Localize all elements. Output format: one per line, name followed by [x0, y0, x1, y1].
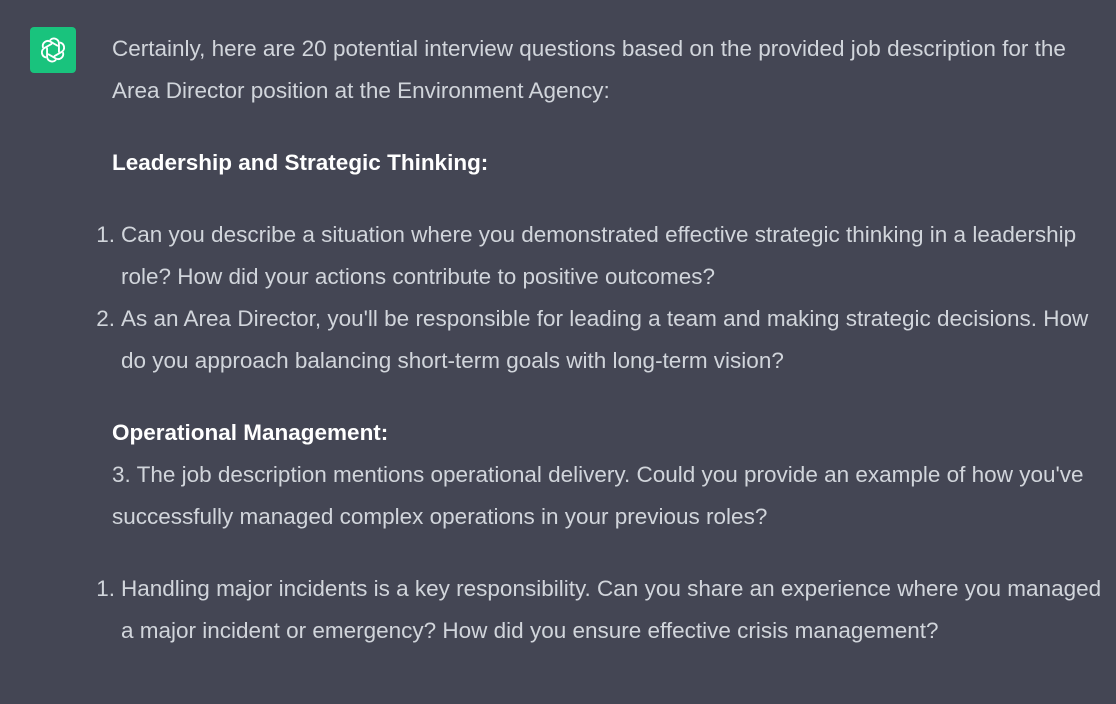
question-paragraph-3: 3. The job description mentions operational delivery. Could you provide an example of how you've successfully managed complex operations in your previous roles?: [112, 462, 1084, 529]
section-heading-leadership: Leadership and Strategic Thinking:: [112, 150, 489, 175]
assistant-avatar: [30, 27, 76, 73]
message-intro: Certainly, here are 20 potential interview questions based on the provided job description for the Area Director position at the Environment Agency:: [112, 36, 1066, 103]
list-item-number: 1.: [96, 222, 115, 247]
list-item-number: 1.: [96, 576, 115, 601]
list-item-text: Can you describe a situation where you demonstrated effective strategic thinking in a leadership role? How did your actions contribute to positive outcomes?: [121, 222, 1077, 289]
openai-logo-icon: [36, 33, 70, 67]
list-item: [96, 568, 1102, 652]
list-item: [96, 298, 1102, 382]
question-list-leadership: [96, 214, 1102, 382]
list-item-text: Handling major incidents is a key responsibility. Can you share an experience where you managed a major incident or emergency? How did you ensure effective crisis management?: [121, 576, 1102, 643]
list-item: [96, 214, 1102, 298]
list-item-text: As an Area Director, you'll be responsible for leading a team and making strategic decisions. How do you approach balancing short-term goals with long-term vision?: [121, 306, 1089, 373]
list-item-number: 2.: [96, 306, 115, 331]
question-list-operational: [96, 568, 1102, 652]
assistant-message: [96, 28, 1102, 652]
section-heading-operational: Operational Management:: [112, 420, 389, 445]
